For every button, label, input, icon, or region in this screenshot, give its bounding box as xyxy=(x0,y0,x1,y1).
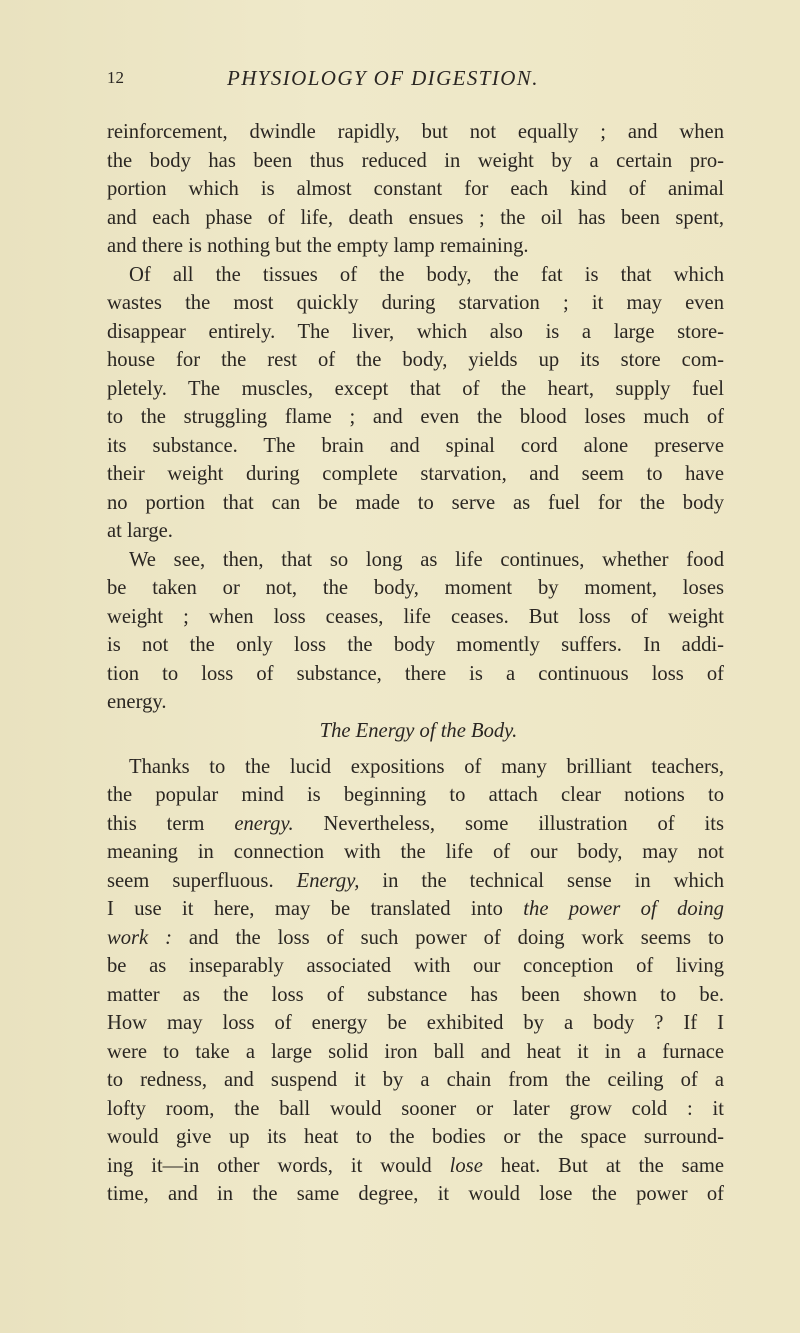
text-line xyxy=(107,1152,724,1181)
emphasis-lose: lose xyxy=(449,1154,483,1177)
text-line: be taken or not, the body, moment by moment, loses xyxy=(107,577,724,599)
text-line: tion to loss of substance, there is a continuous loss of xyxy=(107,662,724,685)
text-line: were to take a large solid iron ball and heat it in a furnace xyxy=(107,1040,724,1063)
text-line: matter as the loss of substance has been shown to be. xyxy=(107,983,724,1006)
text-line: house for the rest of the body, yields up its store com- xyxy=(107,349,724,371)
text-line: pletely. The muscles, except that of the heart, supply fuel xyxy=(107,377,724,400)
text-run: I use it here, may be translated into xyxy=(107,898,524,920)
text-line xyxy=(107,810,724,839)
paragraph-1 xyxy=(107,118,724,261)
text-line: disappear entirely. The liver, which also is a large store- xyxy=(107,320,724,343)
text-run: ing it—in other words, it would xyxy=(107,1154,450,1177)
emphasis-energy: energy. xyxy=(234,812,294,835)
text-line: be as inseparably associated with our conception of living xyxy=(107,955,724,977)
text-line: and each phase of life, death ensues ; the oil has been spent, xyxy=(107,206,724,229)
text-line: lofty room, the ball would sooner or later grow cold : it xyxy=(107,1097,724,1120)
text-line: weight ; when loss ceases, life ceases. But loss of weight xyxy=(107,605,724,628)
page-number: 12 xyxy=(107,68,124,87)
text-line: the body has been thus reduced in weight by a certain pro- xyxy=(107,149,724,172)
emphasis-work: work : xyxy=(107,926,172,949)
text-line: the popular mind is beginning to attach clear notions to xyxy=(107,784,724,806)
page-header xyxy=(107,66,727,96)
text-line: portion which is almost constant for each kind of animal xyxy=(107,178,724,200)
text-line: How may loss of energy be exhibited by a body ? If I xyxy=(107,1012,724,1034)
text-line: their weight during complete starvation, and seem to have xyxy=(107,463,724,485)
text-run: and the loss of such power of doing work seems to xyxy=(171,926,724,949)
text-line: Thanks to the lucid expositions of many brilliant teachers, xyxy=(129,755,724,778)
text-line: to the struggling flame ; and even the blood loses much of xyxy=(107,406,724,428)
text-run: this term xyxy=(107,812,235,835)
text-line: Of all the tissues of the body, the fat is that which xyxy=(129,263,724,286)
text-line: would give up its heat to the bodies or the space surround- xyxy=(107,1126,724,1148)
text-line xyxy=(107,895,724,924)
body-text xyxy=(107,118,724,1209)
text-line: reinforcement, dwindle rapidly, but not equally ; and when xyxy=(107,121,724,143)
text-line: its substance. The brain and spinal cord alone preserve xyxy=(107,434,724,457)
text-run: in the technical sense in which xyxy=(359,869,724,892)
text-line: wastes the most quickly during starvation ; it may even xyxy=(107,292,724,314)
emphasis-power: the power of doing xyxy=(523,898,724,920)
paragraph-2 xyxy=(107,261,724,546)
text-line: meaning in connection with the life of our body, may not xyxy=(107,841,724,863)
section-heading: The Energy of the Body. xyxy=(319,719,518,742)
text-line: time, and in the same degree, it would lose the power of xyxy=(107,1183,724,1205)
text-line: is not the only loss the body momently suffers. In addi- xyxy=(107,634,724,656)
text-run: Nevertheless, some illustration of its xyxy=(293,812,724,835)
running-title: PHYSIOLOGY OF DIGESTION. xyxy=(227,66,539,90)
text-line xyxy=(107,924,724,953)
text-line: no portion that can be made to serve as fuel for the body xyxy=(107,491,724,514)
text-line: We see, then, that so long as life continues, whether food xyxy=(129,548,724,571)
text-run: seem superfluous. xyxy=(107,869,297,892)
text-line: and there is nothing but the empty lamp remaining. xyxy=(107,235,529,257)
text-line xyxy=(107,867,724,896)
text-line: at large. xyxy=(107,520,173,542)
text-line: energy. xyxy=(107,691,167,713)
text-line: to redness, and suspend it by a chain from the ceiling of a xyxy=(107,1069,724,1091)
text-run: heat. But at the same xyxy=(482,1154,725,1177)
paragraph-3 xyxy=(107,546,724,717)
paragraph-4 xyxy=(107,753,724,1209)
emphasis-energy: Energy, xyxy=(296,869,360,892)
